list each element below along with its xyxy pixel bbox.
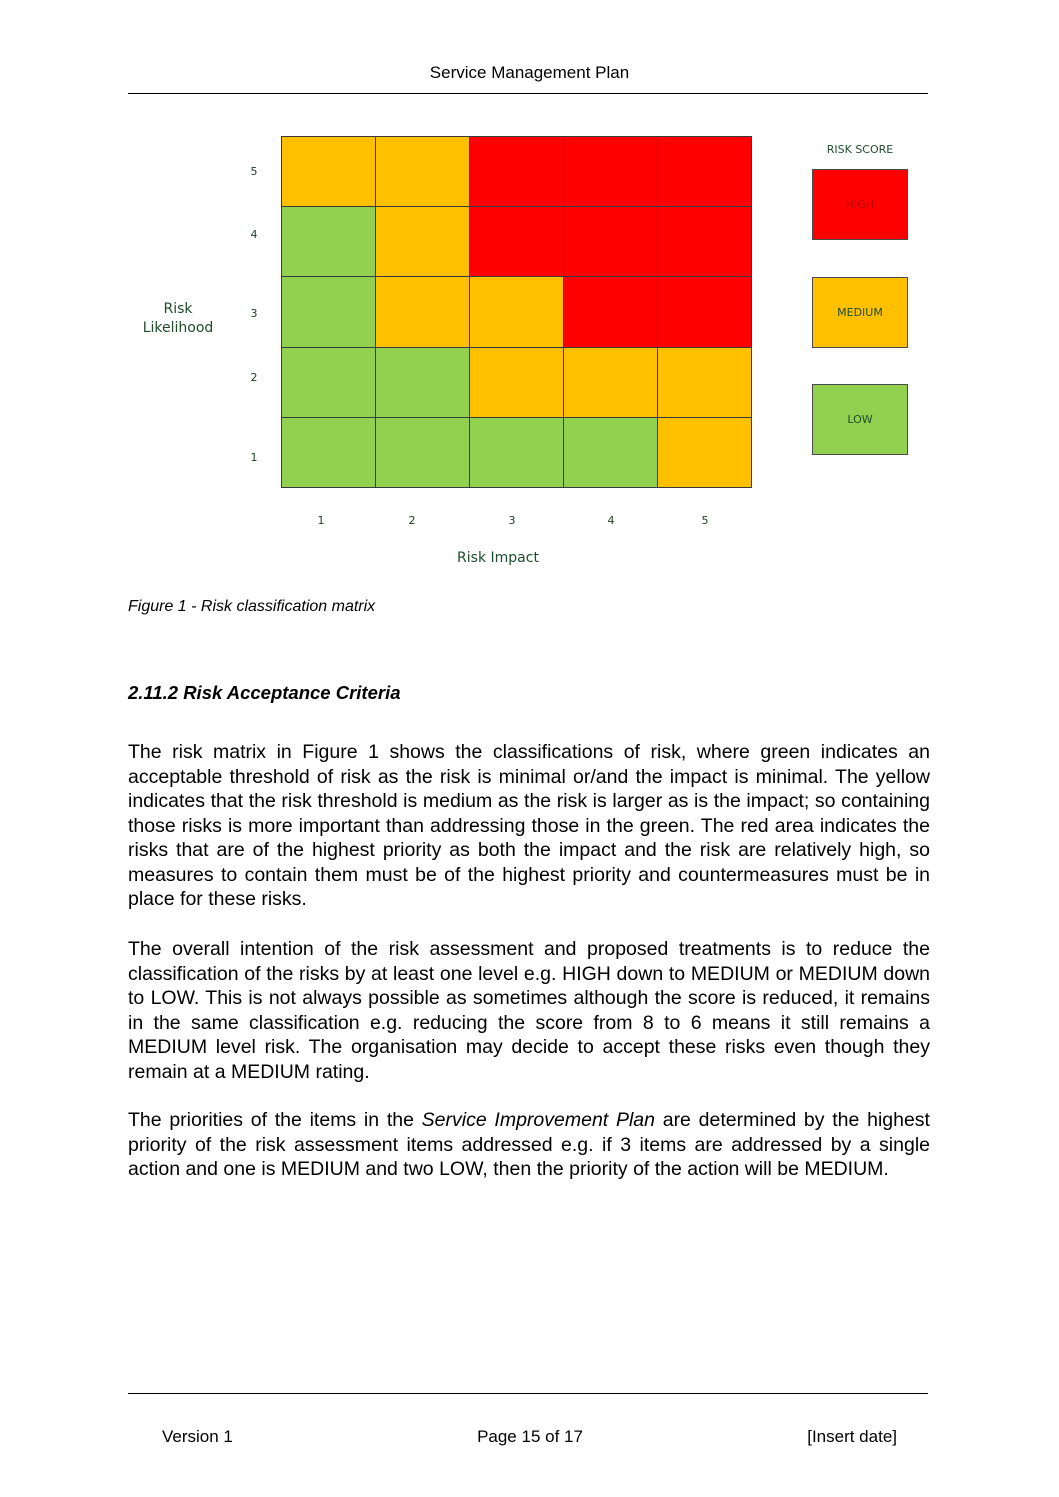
matrix-cell-medium: [376, 207, 470, 277]
matrix-cell-high: [564, 277, 658, 347]
paragraph-2: The overall intention of the risk assessment and proposed treatments is to reduce the classification of the risks by at least one level e.g. HIGH down to MEDIUM or MEDIUM down to LOW. This is not always possible as sometimes although the score is reduced, it remains in the same classification e.g. reducing the score from 8 to 6 means it still remains a MEDIUM level risk. The organisation may decide to accept these risks even though they remain at a MEDIUM rating.: [128, 938, 930, 1083]
matrix-cell-high: [564, 137, 658, 207]
legend-high-label: HIGH: [845, 198, 875, 211]
paragraph-3-start: The priorities of the items in the: [128, 1109, 422, 1131]
x-tick-1: 1: [317, 514, 325, 527]
matrix-cell-medium: [282, 137, 376, 207]
matrix-cell-high: [658, 207, 752, 277]
y-axis-label: Risk Likelihood: [142, 301, 214, 336]
risk-matrix-figure: [0, 0, 1059, 600]
header-title: Service Management Plan: [429, 63, 630, 82]
matrix-cell-medium: [564, 348, 658, 418]
matrix-cell-low: [376, 418, 470, 488]
matrix-cell-medium: [376, 137, 470, 207]
paragraph-1: The risk matrix in Figure 1 shows the classifications of risk, where green indicates an acceptable threshold of risk as the risk is minimal or/and the impact is minimal. The yellow indicates that the risk threshold is medium as the risk is larger as is the impact; so containing those risks is more important than addressing those in the green. The red area indicates the risks that are of the highest priority as both the impact and the risk are relatively high, so measures to contain them must be of the highest priority and countermeasures must be in place for these risks.: [128, 741, 930, 910]
paragraph-3-end: are determined by the highest priority of the risk assessment items addressed e.g. if 3 items are addressed by a single action and one is MEDIUM and two LOW, then the priority of the action will be MEDIUM.: [128, 1109, 930, 1180]
legend-title: RISK SCORE: [826, 143, 894, 156]
footer-version: Version 1: [162, 1427, 233, 1446]
legend-high: [812, 169, 908, 240]
footer-page-number: Page 15 of 17: [477, 1427, 583, 1446]
matrix-cell-medium: [658, 418, 752, 488]
x-tick-5: 5: [701, 514, 709, 527]
x-axis-label: Risk Impact: [457, 550, 539, 566]
matrix-cell-high: [470, 137, 564, 207]
paragraph-3: [128, 1108, 930, 1182]
matrix-cell-medium: [470, 277, 564, 347]
matrix-cell-medium: [376, 277, 470, 347]
matrix-cell-low: [282, 418, 376, 488]
legend-low: [812, 384, 908, 455]
matrix-cell-low: [282, 207, 376, 277]
paragraph-3-emphasis: Service Improvement Plan: [421, 1109, 655, 1131]
matrix-cell-medium: [658, 348, 752, 418]
footer-date: [Insert date]: [807, 1427, 897, 1446]
y-tick-3: 3: [250, 307, 258, 320]
matrix-cell-low: [564, 418, 658, 488]
x-tick-4: 4: [607, 514, 615, 527]
matrix-cell-high: [658, 137, 752, 207]
y-tick-2: 2: [250, 371, 258, 384]
section-heading: 2.11.2 Risk Acceptance Criteria: [128, 682, 401, 703]
matrix-cell-high: [564, 207, 658, 277]
footer-divider: [128, 1393, 928, 1394]
matrix-cell-low: [282, 277, 376, 347]
legend-low-label: LOW: [847, 413, 873, 426]
y-tick-4: 4: [250, 228, 258, 241]
matrix-cell-medium: [470, 348, 564, 418]
figure-caption: Figure 1 - Risk classification matrix: [128, 598, 376, 615]
legend-medium: [812, 277, 908, 348]
matrix-cell-low: [376, 348, 470, 418]
matrix-cell-high: [470, 207, 564, 277]
matrix-cell-low: [282, 348, 376, 418]
matrix-cell-low: [470, 418, 564, 488]
x-tick-2: 2: [408, 514, 416, 527]
y-tick-1: 1: [250, 451, 258, 464]
x-tick-3: 3: [508, 514, 516, 527]
matrix-cell-high: [658, 277, 752, 347]
legend-medium-label: MEDIUM: [837, 306, 883, 319]
risk-matrix-grid: [281, 136, 752, 488]
y-tick-5: 5: [250, 165, 258, 178]
